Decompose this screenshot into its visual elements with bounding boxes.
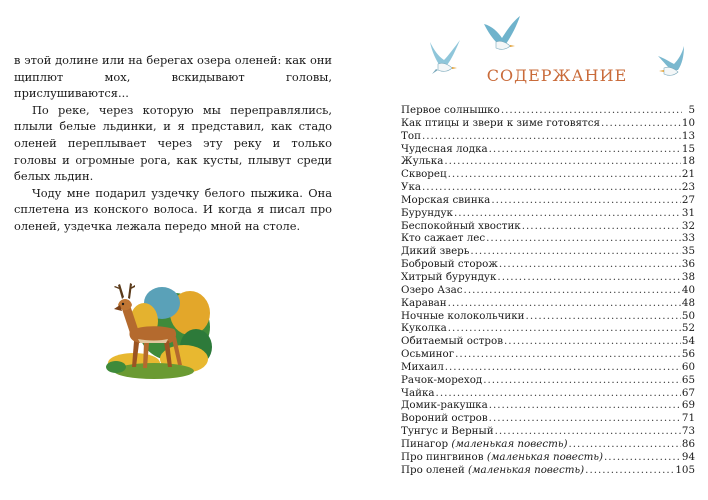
- toc-page-number: 13: [681, 129, 695, 142]
- toc-entry[interactable]: [401, 271, 695, 284]
- toc-page-number: 10: [681, 116, 695, 129]
- toc-leader-dots: [422, 130, 681, 143]
- toc-page-number: 60: [681, 360, 695, 373]
- toc-entry-title: Про пингвинов (маленькая повесть): [401, 450, 604, 463]
- toc-leader-dots: [489, 399, 681, 412]
- toc-page-number: 65: [681, 373, 695, 386]
- story-text: [14, 52, 332, 235]
- paragraph: По реке, через которую мы переправлялись, плыли белые льдинки, и я представил, как стадо оленей переплывает через эту реку и только головы и огромные рога, как кусты, плывут среди белых льдин.: [14, 102, 332, 184]
- toc-entry-title: Жулька: [401, 155, 444, 168]
- toc-page-number: 50: [681, 309, 695, 322]
- toc-entry[interactable]: [401, 258, 695, 271]
- toc-leader-dots: [486, 232, 681, 245]
- toc-page-number: 71: [681, 412, 695, 425]
- toc-entry-title: Про оленей (маленькая повесть): [401, 463, 585, 476]
- seagull-icon: [654, 42, 694, 80]
- paragraph: в этой долине или на берегах озера оленей: как они щиплют мох, вскидывают головы, прислушиваются...: [14, 53, 332, 101]
- toc-leader-dots: [504, 335, 681, 348]
- toc-leader-dots: [499, 258, 681, 271]
- toc-page-number: 27: [681, 193, 695, 206]
- toc-entry-title: Чайка: [401, 386, 435, 399]
- toc-entry-title: Вороний остров: [401, 412, 488, 425]
- toc-page-number: 48: [681, 296, 695, 309]
- toc-page-number: 33: [681, 232, 695, 245]
- toc-entry[interactable]: [401, 412, 695, 425]
- toc-entry-title: Обитаемый остров: [401, 335, 504, 348]
- toc-entry[interactable]: [401, 143, 695, 156]
- right-page: [354, 0, 708, 500]
- toc-entry[interactable]: [401, 220, 695, 233]
- toc-entry[interactable]: [401, 348, 695, 361]
- contents-heading: СОДЕРЖАНИЕ: [486, 66, 628, 85]
- toc-leader-dots: [491, 194, 681, 207]
- toc-entry-title: Осьминог: [401, 348, 455, 361]
- toc-page-number: 21: [681, 168, 695, 181]
- toc-entry[interactable]: [401, 322, 695, 335]
- toc-leader-dots: [445, 361, 681, 374]
- toc-leader-dots: [483, 374, 681, 387]
- toc-entry-title: Беспокойный хвостик: [401, 219, 521, 232]
- toc-entry[interactable]: [401, 451, 695, 464]
- toc-entry[interactable]: [401, 310, 695, 323]
- toc-page-number: 18: [681, 155, 695, 168]
- toc-entry-title: Рачок-мореход: [401, 373, 483, 386]
- toc-entry[interactable]: [401, 284, 695, 297]
- toc-leader-dots: [585, 464, 674, 477]
- toc-entry-title: Топ: [401, 129, 421, 142]
- toc-entry-title: Пинагор (маленькая повесть): [401, 437, 568, 450]
- toc-page-number: 36: [681, 258, 695, 271]
- toc-entry[interactable]: [401, 335, 695, 348]
- toc-page-number: 52: [681, 322, 695, 335]
- toc-leader-dots: [604, 451, 681, 464]
- toc-page-number: 5: [688, 104, 695, 116]
- toc-entry-title: Домик-ракушка: [401, 399, 488, 412]
- toc-entry-title: Хитрый бурундук: [401, 270, 497, 283]
- toc-page-number: 86: [681, 437, 695, 450]
- toc-page-number: 23: [681, 181, 695, 194]
- toc-leader-dots: [489, 143, 681, 156]
- toc-leader-dots: [495, 425, 681, 438]
- toc-entry-title: Куколка: [401, 322, 447, 335]
- toc-entry-title: Чудесная лодка: [401, 142, 488, 155]
- toc-entry-note: (маленькая повесть): [451, 437, 568, 450]
- toc-leader-dots: [448, 168, 681, 181]
- toc-entry[interactable]: [401, 232, 695, 245]
- toc-leader-dots: [470, 245, 681, 258]
- toc-entry-title: Караван: [401, 296, 447, 309]
- toc-page-number: 31: [681, 206, 695, 219]
- toc-entry-title: Ука: [401, 181, 422, 194]
- toc-entry-title: Ночные колокольчики: [401, 309, 525, 322]
- toc-entry-title: Кто сажает лес: [401, 232, 486, 245]
- toc-leader-dots: [501, 104, 682, 117]
- toc-page-number: 67: [681, 386, 695, 399]
- toc-leader-dots: [448, 322, 681, 335]
- toc-entry[interactable]: [401, 425, 695, 438]
- toc-leader-dots: [455, 348, 681, 361]
- toc-page-number: 94: [681, 450, 695, 463]
- toc-page-number: 35: [681, 245, 695, 258]
- toc-page-number: 32: [681, 219, 695, 232]
- toc-entry-title: Морская свинка: [401, 193, 491, 206]
- toc-entry-title: Как птицы и звери к зиме готовятся: [401, 116, 601, 129]
- toc-entry[interactable]: [401, 374, 695, 387]
- toc-entry[interactable]: [401, 438, 695, 451]
- toc-entry-note: (маленькая повесть): [486, 450, 604, 463]
- toc-leader-dots: [464, 284, 681, 297]
- toc-leader-dots: [522, 220, 681, 233]
- toc-entry[interactable]: [401, 130, 695, 143]
- toc-page-number: 73: [681, 425, 695, 438]
- toc-entry-title: Озеро Азас: [401, 283, 463, 296]
- toc-entry[interactable]: [401, 155, 695, 168]
- toc-page-number: 54: [681, 335, 695, 348]
- toc-leader-dots: [448, 297, 681, 310]
- toc-entry[interactable]: [401, 117, 695, 130]
- toc-entry[interactable]: [401, 387, 695, 400]
- toc-leader-dots: [444, 155, 681, 168]
- toc-page-number: 15: [681, 142, 695, 155]
- toc-page-number: 38: [681, 270, 695, 283]
- toc-entry-title: Бобровый сторож: [401, 258, 498, 271]
- toc-page-number: 69: [681, 399, 695, 412]
- toc-entry-title: Первое солнышко: [401, 104, 500, 116]
- toc-leader-dots: [454, 207, 681, 220]
- toc-entry[interactable]: [401, 245, 695, 258]
- toc-leader-dots: [422, 181, 681, 194]
- toc-entry-note: (маленькая повесть): [467, 463, 585, 476]
- toc-entry-title: Скворец: [401, 168, 447, 181]
- toc-entry[interactable]: [401, 181, 695, 194]
- toc-page-number: 56: [681, 348, 695, 361]
- toc-leader-dots: [601, 117, 681, 130]
- toc-page-number: 40: [681, 283, 695, 296]
- paragraph: Чоду мне подарил уздечку белого пыжика. Она сплетена из конского волоса. И когда я писал про оленей, уздечка лежала передо мной на столе.: [14, 185, 332, 233]
- toc-leader-dots: [526, 310, 681, 323]
- toc-entry[interactable]: [401, 168, 695, 181]
- toc-entry-title: Дикий зверь: [401, 245, 470, 258]
- toc-leader-dots: [489, 412, 681, 425]
- toc-entry[interactable]: [401, 361, 695, 374]
- toc-page-number: 105: [675, 463, 695, 476]
- toc-leader-dots: [569, 438, 681, 451]
- toc-entry-title: Михаил: [401, 360, 444, 373]
- toc-entry[interactable]: [401, 297, 695, 310]
- toc-leader-dots: [497, 271, 680, 284]
- seagull-icon: [480, 14, 524, 60]
- toc-entry[interactable]: [401, 104, 695, 117]
- seagull-icon: [424, 36, 464, 82]
- toc-entry-title: Тунгус и Верный: [401, 425, 494, 438]
- toc-entry[interactable]: [401, 194, 695, 207]
- toc-entry[interactable]: [401, 399, 695, 412]
- toc-entry[interactable]: [401, 464, 695, 477]
- toc-entry[interactable]: [401, 207, 695, 220]
- table-of-contents: [401, 104, 695, 476]
- toc-leader-dots: [436, 387, 681, 400]
- toc-entry-title: Бурундук: [401, 206, 453, 219]
- deer-illustration: [104, 275, 212, 385]
